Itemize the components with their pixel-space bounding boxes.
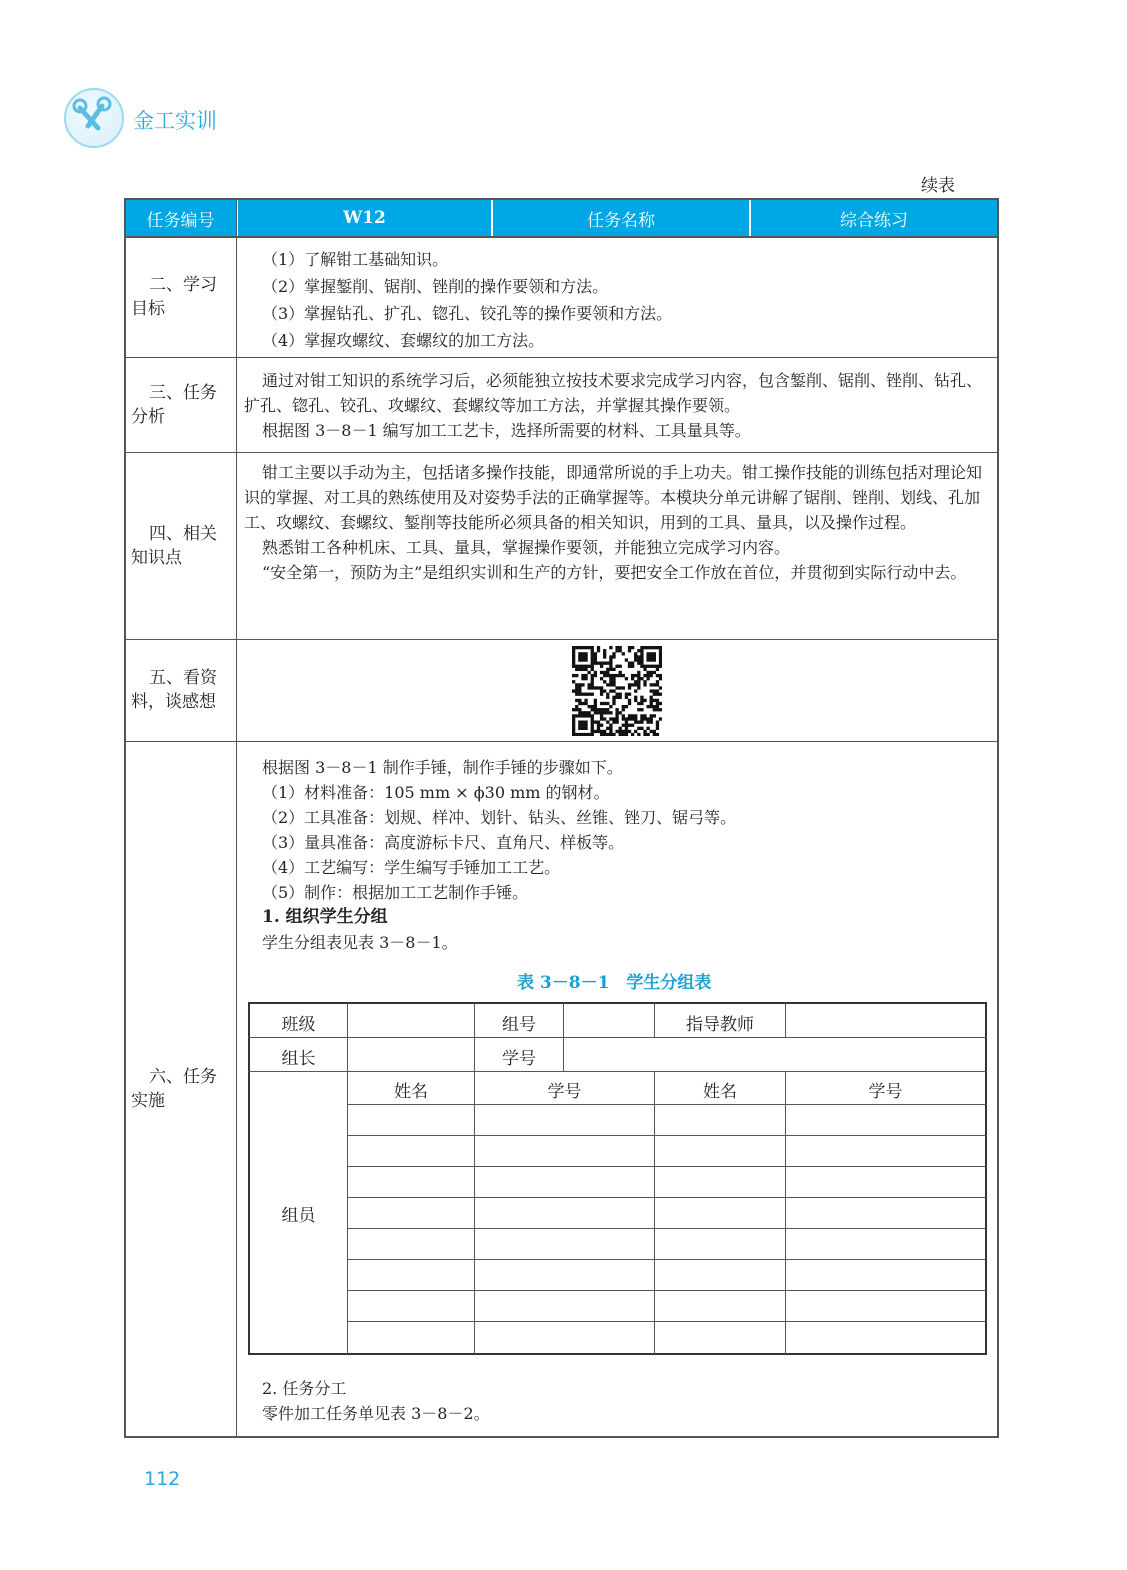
leader-label: 组长 <box>281 1049 316 1069</box>
header-task-name-value: 综合练习 <box>751 200 997 236</box>
paragraph: 熟悉钳工各种机床、工具、量具，掌握操作要领，并能独立完成学习内容。 <box>262 538 791 557</box>
teacher-label: 指导教师 <box>686 1015 754 1035</box>
col-name: 姓名 <box>394 1082 428 1102</box>
leader-id-label: 学号 <box>502 1049 536 1069</box>
row-divider <box>347 1228 986 1229</box>
paragraph: 钳工主要以手动为主，包括诸多操作技能，即通常所说的手上功夫。钳工操作技能的训练包括对理论知识的掌握、对工具的熟练使用及对姿势手法的正确掌握等。本模块分单元讲解了锯削、锉削、划线、孔加工、攻螺纹、套螺纹、錾削等技能所必须具备的相关知识，用到的工具、量具，以及操作过程。 <box>244 463 983 532</box>
paragraph: 零件加工任务单见表 3－8－2。 <box>262 1404 490 1423</box>
paragraph: 通过对钳工知识的系统学习后，必须能独立按技术要求完成学习内容，包含錾削、锯削、锉削、钻孔、扩孔、锪孔、铰孔、攻螺纹、套螺纹等加工方法，并掌握其操作要领。 <box>244 371 983 415</box>
continued-label: 续表 <box>921 176 955 196</box>
row-divider <box>347 1321 986 1322</box>
header-task-id-value: W12 <box>238 200 491 236</box>
step-intro: 根据图 3－8－1 制作手锤，制作手锤的步骤如下。 <box>262 758 623 777</box>
leader-input[interactable] <box>349 1039 473 1070</box>
goals-label: 二、学习目标 <box>131 275 217 319</box>
row-divider <box>347 1290 986 1291</box>
step-item: （4）工艺编写：学生编写手锤加工工艺。 <box>262 858 561 877</box>
row-divider <box>347 1104 986 1105</box>
goals-list <box>262 246 1012 354</box>
class-input[interactable] <box>349 1005 473 1036</box>
header-task-name-label: 任务名称 <box>493 200 749 236</box>
qr-code-icon[interactable] <box>572 646 662 736</box>
section-heading: 1. 组织学生分组 <box>262 907 388 927</box>
paragraph: “安全第一，预防为主”是组织实训和生产的方针，要把安全工作放在首位，并贯彻到实际行动中去。 <box>262 563 967 582</box>
section-heading: 2. 任务分工 <box>262 1379 347 1398</box>
members-label: 组员 <box>281 1206 316 1226</box>
col-student-id: 学号 <box>547 1082 582 1102</box>
leader-id-input[interactable] <box>565 1039 983 1070</box>
page-number: 112 <box>144 1468 181 1490</box>
implementation-steps <box>262 755 982 955</box>
step-item: （5）制作：根据加工工艺制作手锤。 <box>262 883 529 902</box>
class-label: 班级 <box>281 1015 316 1035</box>
step-item: （2）工具准备：划规、样冲、划针、钻头、丝锥、锉刀、锯弓等。 <box>262 808 737 827</box>
group-number-label: 组号 <box>502 1015 536 1035</box>
step-item: （1）材料准备：105 mm × ϕ30 mm 的钢材。 <box>262 783 610 802</box>
group-number-input[interactable] <box>565 1005 653 1036</box>
wrench-logo-icon <box>64 88 124 148</box>
goal-item: （2）掌握錾削、锯削、锉削的操作要领和方法。 <box>262 277 609 296</box>
row-divider <box>347 1197 986 1198</box>
book-title: 金工实训 <box>133 109 217 133</box>
knowledge-text <box>244 460 994 585</box>
materials-label: 五、看资料，谈感想 <box>131 668 217 712</box>
analysis-label: 三、任务分析 <box>131 383 217 427</box>
table-caption: 表 3－8－1 学生分组表 <box>517 973 712 993</box>
paragraph: 根据图 3－8－1 编写加工工艺卡，选择所需要的材料、工具量具等。 <box>262 421 751 440</box>
row-divider <box>347 1166 986 1167</box>
col-name: 姓名 <box>703 1082 737 1102</box>
header-task-id-label: 任务编号 <box>125 200 236 236</box>
teacher-input[interactable] <box>787 1005 983 1036</box>
row-divider <box>347 1259 986 1260</box>
step-item: （3）量具准备：高度游标卡尺、直角尺、样板等。 <box>262 833 625 852</box>
goal-item: （1）了解钳工基础知识。 <box>262 250 449 269</box>
col-student-id: 学号 <box>868 1082 903 1102</box>
analysis-text <box>244 368 994 443</box>
knowledge-label: 四、相关知识点 <box>131 524 217 568</box>
paragraph: 学生分组表见表 3－8－1。 <box>262 933 458 952</box>
implementation-label: 六、任务实施 <box>131 1067 217 1111</box>
goal-item: （4）掌握攻螺纹、套螺纹的加工方法。 <box>262 331 545 350</box>
task-division <box>262 1376 1012 1426</box>
row-divider <box>347 1135 986 1136</box>
goal-item: （3）掌握钻孔、扩孔、锪孔、铰孔等的操作要领和方法。 <box>262 304 673 323</box>
